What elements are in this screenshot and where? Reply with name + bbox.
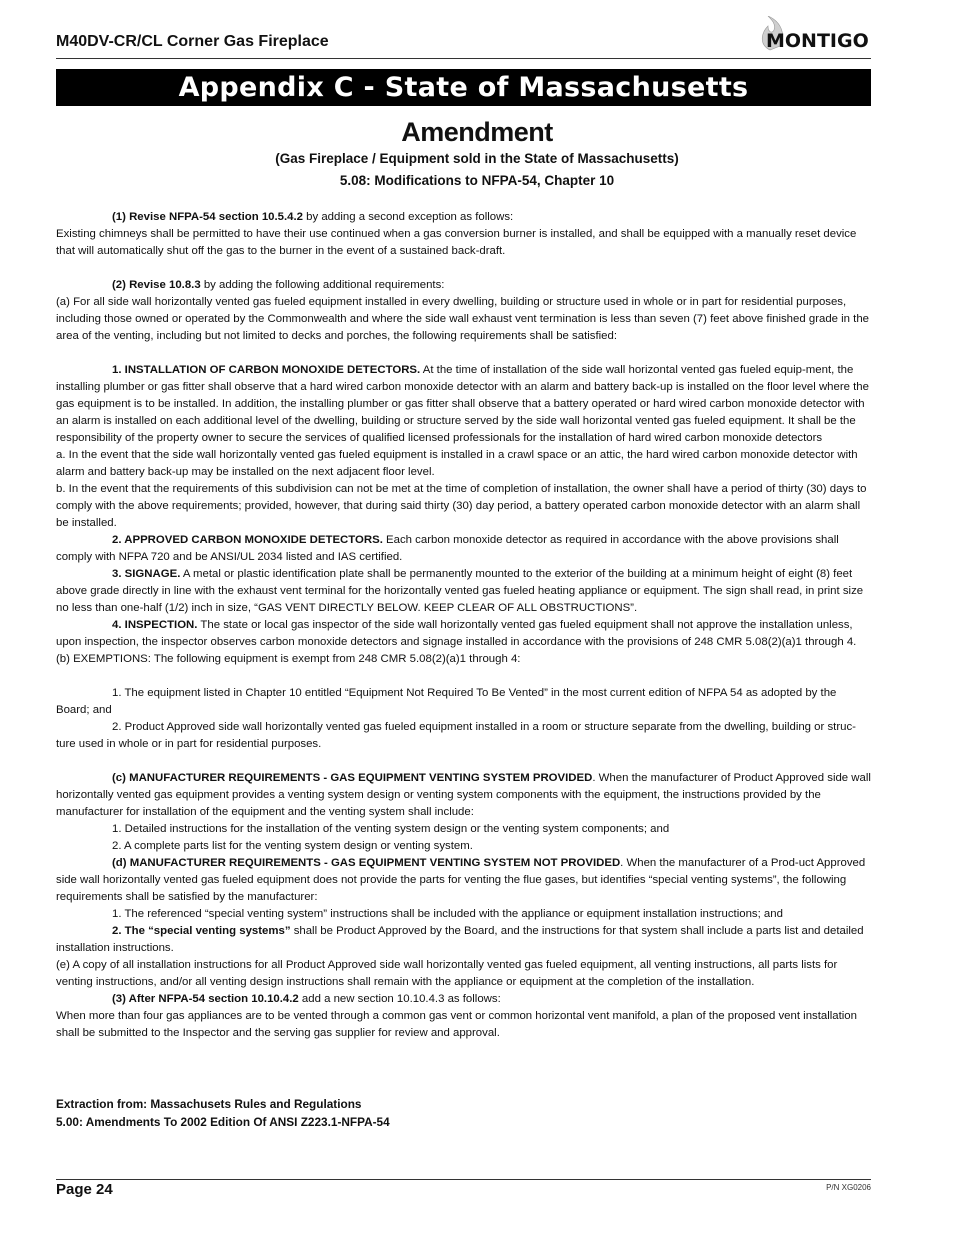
manufacturer-not-provided-2: 2. The “special venting systems” shall be Product Approved by the Board, and the instructions for that system shall include a parts list and detailed installation instructions. — [56, 925, 864, 954]
extraction-line-1: Extraction from: Massachusets Rules and Regulations — [56, 1097, 362, 1111]
exemption-1: 1. The equipment listed in Chapter 10 entitled “Equipment Not Required To Be Vented” in the most current edition of NFPA 54 as adopted by the Board; and — [56, 687, 837, 716]
document-body — [56, 209, 871, 1042]
appendix-banner — [56, 69, 871, 106]
section-2-heading: (2) Revise 10.8.3 by adding the following additional requirements: — [112, 279, 445, 291]
header-divider — [56, 58, 871, 59]
manufacturer-provided-1: 1. Detailed instructions for the installation of the venting system design or the venting system components; and — [112, 823, 670, 835]
exemption-2: 2. Product Approved side wall horizontally vented gas fueled equipment installed in a room or structure separate from the dwelling, building or struc-ture used in whole or in part for residential purposes. — [56, 721, 856, 750]
amendment-subtitle: (Gas Fireplace / Equipment sold in the State of Massachusetts) — [275, 151, 679, 166]
banner-title: Appendix C - State of Massachusetts — [178, 72, 749, 103]
exemptions-paragraph: (b) EXEMPTIONS: The following equipment is exempt from 248 CMR 5.08(2)(a)1 through 4: — [56, 653, 521, 665]
signage-paragraph: 3. SIGNAGE. A metal or plastic identification plate shall be permanently mounted to the exterior of the building at a minimum height of eight (8) feet above grade directly in line with the exhaust vent terminal for the horizontally vented gas fueled heating appliance or equipment. The sign shall read, in print size no less than one-half (1/2) inch in size, “GAS VENT DIRECTLY BELOW. KEEP CLEAR OF ALL OBSTRUCTIONS”. — [56, 568, 864, 614]
page-number: Page 24 — [56, 1181, 113, 1198]
section-2-text: (a) For all side wall horizontally vented gas fueled equipment installed in every dwelling, building or structure used in whole or in part for residential purposes, including those owned or operated by the Commonwealth and where the side wall exhaust vent termination is less than seven (7) feet above finished grade in the area of the venting, including but not limited to decks and porches, the following requirements shall be satisfied: — [56, 296, 870, 342]
section-1-heading: (1) Revise NFPA-54 section 10.5.4.2 by adding a second exception as follows: — [112, 211, 514, 223]
manufacturer-not-provided-1: 1. The referenced “special venting system” instructions shall be included with the appliance or equipment installation instructions; and — [112, 908, 783, 920]
section-3-text: When more than four gas appliances are to be vented through a common gas vent or common horizontal vent manifold, a plan of the proposed vent installation shall be submitted to the Inspector and the serving gas supplier for review and approval. — [56, 1010, 857, 1039]
co-detectors-a: a. In the event that the side wall horizontally vented gas fueled equipment is installed in a crawl space or an attic, the hard wired carbon monoxide detector with alarm and battery back-up may be installed on the next adjacent floor level. — [56, 449, 858, 478]
manufacturer-not-provided-paragraph: (d) MANUFACTURER REQUIREMENTS - GAS EQUIPMENT VENTING SYSTEM NOT PROVIDED. When the manufacturer of a Prod-uct Approved side wall horizontally vented gas fueled equipment does not provide the parts for venting the flue gases, but identifies “special venting systems”, the following requirements shall be satisfied by the manufacturer: — [56, 857, 866, 903]
part-number: P/N XG0206 — [826, 1183, 871, 1192]
extraction-line-2: 5.00: Amendments To 2002 Edition Of ANSI Z223.1-NFPA-54 — [56, 1115, 390, 1129]
manufacturer-provided-2: 2. A complete parts list for the venting system design or venting system. — [112, 840, 473, 852]
footer-divider — [56, 1179, 871, 1180]
section-1-text: Existing chimneys shall be permitted to have their use continued when a gas conversion burner is installed, and shall be equipped with a manually reset device that will automatically shut off the gas to the burner in the event of a sustained back-draft. — [56, 228, 857, 257]
logo-wordmark: MONTIGO — [766, 30, 869, 52]
amendment-title: Amendment — [401, 117, 553, 147]
amendment-section: 5.08: Modifications to NFPA-54, Chapter 10 — [339, 173, 615, 188]
montigo-logo — [756, 16, 872, 56]
co-detectors-paragraph: 1. INSTALLATION OF CARBON MONOXIDE DETECTORS. At the time of installation of the side wall horizontal vented gas fueled equip-ment, the installing plumber or gas fitter shall observe that a hard wired carbon monoxide detector with an alarm and battery back-up is installed on the floor level where the gas equipment is to be installed. In addition, the installing plumber or gas fitter shall observe that a battery operated or hard wired carbon monoxide detector with an alarm is installed on each additional level of the dwelling, building or structure served by the side wall horizontal vented gas fueled equipment. It shall be the responsibility of the property owner to secure the services of qualified licensed professionals for the installation of hard wired carbon monoxide detectors — [56, 364, 869, 444]
extraction-note — [56, 1095, 390, 1131]
installation-copy-paragraph: (e) A copy of all installation instructions for all Product Approved side wall horizontally vented gas fueled equipment, all venting instructions, all parts lists for venting instructions, and/or all venting design instructions shall remain with the appliance or equipment at the completion of the installation. — [56, 959, 838, 988]
section-3-heading: (3) After NFPA-54 section 10.10.4.2 add a new section 10.10.4.3 as follows: — [112, 993, 501, 1005]
co-detectors-b: b. In the event that the requirements of this subdivision can not be met at the time of completion of installation, the owner shall have a period of thirty (30) days to comply with the above requirements; provided, however, that during said thirty (30) day period, a battery operated carbon monoxide detector with an alarm shall be installed. — [56, 483, 867, 529]
manufacturer-provided-paragraph: (c) MANUFACTURER REQUIREMENTS - GAS EQUIPMENT VENTING SYSTEM PROVIDED. When the manufacturer of Product Approved side wall horizontally vented gas equipment provides a venting system design or venting system components with the equipment, the instructions provided by the manufacturer for installation of the equipment and the venting system shall include: — [56, 772, 871, 818]
header-title: M40DV-CR/CL Corner Gas Fireplace — [56, 33, 329, 50]
approved-detectors-paragraph: 2. APPROVED CARBON MONOXIDE DETECTORS. Each carbon monoxide detector as required in accordance with the above provisions shall comply with NFPA 720 and be ANSI/UL 2034 listed and IAS certified. — [56, 534, 839, 563]
inspection-paragraph: 4. INSPECTION. The state or local gas inspector of the side wall horizontally vented gas fueled equipment shall not approve the installation unless, upon inspection, the inspector observes carbon monoxide detectors and signage installed in accordance with the provisions of 248 CMR 5.08(2)(a)1 through 4. — [56, 619, 857, 648]
